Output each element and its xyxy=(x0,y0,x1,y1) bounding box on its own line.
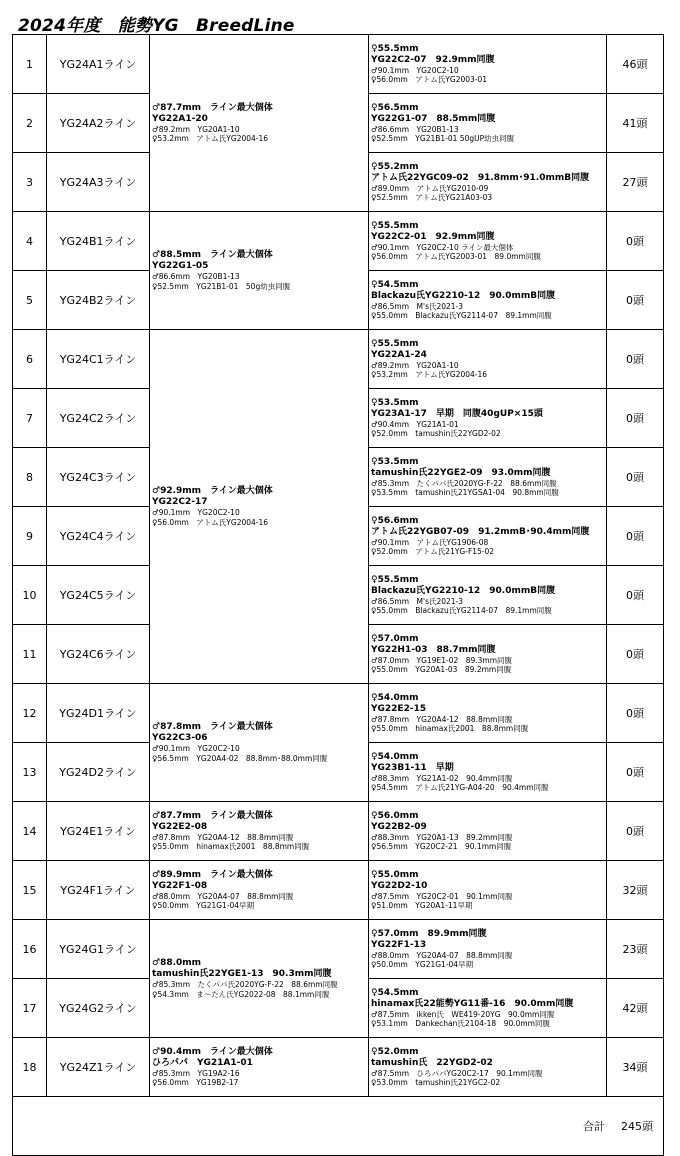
male-id: YG22F1-08 xyxy=(152,880,208,891)
male-dam: ♀56.5mm YG20A4-02 88.8mm･88.0mm同腹 xyxy=(152,753,328,763)
female-id: アトム氏22YGC09-02 91.8mm･91.0mmB同腹 xyxy=(371,172,590,183)
female-info xyxy=(369,397,606,440)
breedline-table xyxy=(12,34,664,1156)
female-id: アトム氏22YGB07-09 91.2mmB･90.4mm同腹 xyxy=(371,526,590,537)
male-dam: ♀56.0mm アトム氏YG2004-16 xyxy=(152,517,269,527)
female-sire: ♂88.3mm YG21A1-02 90.4mm同腹 xyxy=(371,773,513,783)
male-info xyxy=(150,249,368,292)
female-size: ♀55.0mm xyxy=(371,869,419,880)
male-size: ♂88.5mm ライン最大個体 xyxy=(152,250,273,260)
female-parent-cell xyxy=(369,330,607,389)
offspring-count: 0頭 xyxy=(607,212,664,271)
male-sire: ♂87.8mm YG20A4-12 88.8mm同腹 xyxy=(152,832,294,842)
female-parent-cell xyxy=(369,625,607,684)
male-size: ♂92.9mm ライン最大個体 xyxy=(152,486,273,496)
row-number: 17 xyxy=(13,979,47,1038)
row-number: 8 xyxy=(13,448,47,507)
female-size: ♀55.5mm xyxy=(371,220,419,231)
female-sire: ♂85.3mm たくパパ氏2020YG-F-22 88.6mm同腹 xyxy=(371,478,557,488)
line-name: YG24C2ライン xyxy=(47,389,150,448)
female-info xyxy=(369,338,606,381)
table-row xyxy=(13,1038,664,1097)
male-id: YG22A1-20 xyxy=(152,113,208,124)
table-row xyxy=(13,212,664,271)
female-info xyxy=(369,810,606,853)
row-number: 7 xyxy=(13,389,47,448)
female-id: YG22C2-01 92.9mm同腹 xyxy=(371,231,495,242)
table-row xyxy=(13,330,664,389)
row-number: 13 xyxy=(13,743,47,802)
female-sire: ♂90.1mm YG20C2-10 xyxy=(371,65,459,75)
line-name: YG24D1ライン xyxy=(47,684,150,743)
female-dam: ♀51.0mm YG20A1-11早期 xyxy=(371,901,473,910)
female-sire: ♂90.1mm YG20C2-10 ライン最大個体 xyxy=(371,242,514,252)
female-info xyxy=(369,928,606,971)
male-info xyxy=(150,102,368,145)
male-dam: ♀53.2mm アトム氏YG2004-16 xyxy=(152,134,269,143)
line-name: YG24B1ライン xyxy=(47,212,150,271)
line-name: YG24C4ライン xyxy=(47,507,150,566)
total-row xyxy=(13,1097,664,1156)
female-parent-cell xyxy=(369,684,607,743)
row-number: 9 xyxy=(13,507,47,566)
female-id: YG22B2-09 xyxy=(371,821,427,832)
row-number: 18 xyxy=(13,1038,47,1097)
line-name: YG24A2ライン xyxy=(47,94,150,153)
offspring-count: 0頭 xyxy=(607,743,664,802)
male-info xyxy=(150,810,368,853)
female-info xyxy=(369,574,606,617)
female-id: YG22C2-07 92.9mm同腹 xyxy=(371,54,495,65)
female-size: ♀54.0mm xyxy=(371,751,419,762)
female-size: ♀56.6mm xyxy=(371,515,419,526)
female-size: ♀54.5mm xyxy=(371,987,419,998)
male-size: ♂87.8mm ライン最大個体 xyxy=(152,722,273,732)
total-label: 合計 xyxy=(583,1120,605,1133)
female-info xyxy=(369,161,606,204)
table-row xyxy=(13,861,664,920)
line-name: YG24G2ライン xyxy=(47,979,150,1038)
male-dam: ♀56.0mm YG19B2-17 xyxy=(152,1078,239,1087)
female-parent-cell xyxy=(369,35,607,94)
line-name: YG24Z1ライン xyxy=(47,1038,150,1097)
row-number: 11 xyxy=(13,625,47,684)
female-info xyxy=(369,869,606,912)
female-parent-cell xyxy=(369,448,607,507)
male-parent-cell xyxy=(150,1038,369,1097)
male-size: ♂90.4mm ライン最大個体 xyxy=(152,1046,273,1057)
female-size: ♀54.0mm xyxy=(371,692,419,703)
male-info xyxy=(150,1046,368,1089)
male-info xyxy=(150,485,368,528)
offspring-count: 46頭 xyxy=(607,35,664,94)
female-id: YG23A1-17 早期 同腹40gUP×15頭 xyxy=(371,408,543,419)
offspring-count: 0頭 xyxy=(607,448,664,507)
offspring-count: 0頭 xyxy=(607,330,664,389)
offspring-count: 41頭 xyxy=(607,94,664,153)
male-size: ♂88.0mm xyxy=(152,958,202,968)
female-sire: ♂90.1mm アトム氏YG1906-08 xyxy=(371,537,489,547)
female-sire: ♂88.0mm YG20A4-07 88.8mm同腹 xyxy=(371,950,513,960)
line-name: YG24B2ライン xyxy=(47,271,150,330)
female-size: ♀56.5mm xyxy=(371,102,419,113)
female-dam: ♀52.0mm tamushin氏22YGD2-02 xyxy=(371,429,501,438)
row-number: 5 xyxy=(13,271,47,330)
male-parent-cell xyxy=(150,920,369,1038)
offspring-count: 23頭 xyxy=(607,920,664,979)
male-parent-cell xyxy=(150,861,369,920)
female-dam: ♀56.5mm YG20C2-21 90.1mm同腹 xyxy=(371,842,512,851)
female-id: YG22F1-13 xyxy=(371,939,427,950)
female-sire: ♂88.3mm YG20A1-13 89.2mm同腹 xyxy=(371,832,513,842)
female-size: ♀56.0mm xyxy=(371,810,419,821)
male-dam: ♀52.5mm YG21B1-01 50g幼虫同腹 xyxy=(152,281,291,291)
table-row xyxy=(13,802,664,861)
offspring-count: 0頭 xyxy=(607,802,664,861)
female-id: YG23B1-11 早期 xyxy=(371,762,454,773)
female-size: ♀57.0mm xyxy=(371,633,419,644)
female-dam: ♀53.0mm tamushin氏21YGC2-02 xyxy=(371,1078,501,1087)
male-sire: ♂85.3mm YG19A2-16 xyxy=(152,1068,240,1078)
female-sire: ♂87.5mm ひろパパYG20C2-17 90.1mm同腹 xyxy=(371,1068,543,1078)
female-dam: ♀53.2mm アトム氏YG2004-16 xyxy=(371,370,488,379)
female-dam: ♀50.0mm YG21G1-04早期 xyxy=(371,960,474,969)
line-name: YG24F1ライン xyxy=(47,861,150,920)
female-dam: ♀53.5mm tamushin氏21YGSA1-04 90.8mm同腹 xyxy=(371,488,559,497)
female-sire: ♂87.5mm YG20C2-01 90.1mm同腹 xyxy=(371,891,513,901)
female-sire: ♂89.0mm アトム氏YG2010-09 xyxy=(371,183,489,193)
female-id: YG22A1-24 xyxy=(371,349,427,360)
female-size: ♀55.5mm xyxy=(371,338,419,349)
female-parent-cell xyxy=(369,153,607,212)
row-number: 14 xyxy=(13,802,47,861)
male-id: tamushin氏22YGE1-13 90.3mm同腹 xyxy=(152,969,332,979)
female-id: tamushin氏22YGE2-09 93.0mm同腹 xyxy=(371,467,551,478)
female-parent-cell xyxy=(369,507,607,566)
female-parent-cell xyxy=(369,861,607,920)
female-sire: ♂87.0mm YG19E1-02 89.3mm同腹 xyxy=(371,655,513,665)
female-id: YG22D2-10 xyxy=(371,880,428,891)
total-value: 245頭 xyxy=(621,1120,653,1133)
female-dam: ♀55.0mm Blackazu氏YG2114-07 89.1mm同腹 xyxy=(371,606,552,615)
offspring-count: 0頭 xyxy=(607,389,664,448)
female-size: ♀55.5mm xyxy=(371,574,419,585)
male-dam: ♀55.0mm hinamax氏2001 88.8mm同腹 xyxy=(152,842,310,851)
male-parent-cell xyxy=(150,802,369,861)
female-parent-cell xyxy=(369,212,607,271)
female-size: ♀54.5mm xyxy=(371,279,419,290)
line-name: YG24C6ライン xyxy=(47,625,150,684)
male-parent-cell xyxy=(150,35,369,212)
offspring-count: 0頭 xyxy=(607,684,664,743)
row-number: 1 xyxy=(13,35,47,94)
female-info xyxy=(369,220,606,263)
female-id: YG22G1-07 88.5mm同腹 xyxy=(371,113,496,124)
male-id: YG22E2-08 xyxy=(152,821,208,832)
female-parent-cell xyxy=(369,389,607,448)
male-parent-cell xyxy=(150,330,369,684)
male-info xyxy=(150,957,368,1000)
offspring-count: 34頭 xyxy=(607,1038,664,1097)
male-size: ♂89.9mm ライン最大個体 xyxy=(152,869,273,880)
offspring-count: 32頭 xyxy=(607,861,664,920)
female-size: ♀55.5mm xyxy=(371,43,419,54)
female-sire: ♂90.4mm YG21A1-01 xyxy=(371,419,459,429)
female-id: tamushin氏 22YGD2-02 xyxy=(371,1057,493,1068)
line-name: YG24D2ライン xyxy=(47,743,150,802)
female-info xyxy=(369,692,606,735)
female-sire: ♂86.6mm YG20B1-13 xyxy=(371,124,459,134)
female-sire: ♂87.8mm YG20A4-12 88.8mm同腹 xyxy=(371,714,513,724)
row-number: 12 xyxy=(13,684,47,743)
male-id: ひろパパ YG21A1-01 xyxy=(152,1057,253,1068)
female-id: YG22H1-03 88.7mm同腹 xyxy=(371,644,496,655)
male-sire: ♂90.1mm YG20C2-10 xyxy=(152,744,240,753)
female-id: Blackazu氏YG2210-12 90.0mmB同腹 xyxy=(371,585,556,596)
female-dam: ♀56.0mm アトム氏YG2003-01 89.0mm同腹 xyxy=(371,252,541,261)
female-parent-cell xyxy=(369,566,607,625)
male-parent-cell xyxy=(150,684,369,802)
female-info xyxy=(369,987,606,1030)
male-size: ♂87.7mm ライン最大個体 xyxy=(152,102,273,113)
female-dam: ♀55.0mm Blackazu氏YG2114-07 89.1mm同腹 xyxy=(371,311,552,320)
female-info xyxy=(369,279,606,322)
female-info xyxy=(369,633,606,676)
female-size: ♀57.0mm 89.9mm同腹 xyxy=(371,928,487,939)
male-parent-cell xyxy=(150,212,369,330)
female-sire: ♂87.5mm ikken氏 WE419-20YG 90.0mm同腹 xyxy=(371,1009,555,1019)
row-number: 6 xyxy=(13,330,47,389)
male-size: ♂87.7mm ライン最大個体 xyxy=(152,810,273,821)
row-number: 10 xyxy=(13,566,47,625)
female-dam: ♀52.0mm アトム氏21YG-F15-02 xyxy=(371,547,495,556)
female-parent-cell xyxy=(369,802,607,861)
row-number: 16 xyxy=(13,920,47,979)
offspring-count: 0頭 xyxy=(607,566,664,625)
male-id: YG22C3-06 xyxy=(152,733,208,743)
female-size: ♀55.2mm xyxy=(371,161,419,172)
row-number: 15 xyxy=(13,861,47,920)
female-info xyxy=(369,456,606,499)
female-id: Blackazu氏YG2210-12 90.0mmB同腹 xyxy=(371,290,556,301)
female-info xyxy=(369,102,606,145)
female-dam: ♀56.0mm アトム氏YG2003-01 xyxy=(371,75,488,84)
line-name: YG24C3ライン xyxy=(47,448,150,507)
female-size: ♀53.5mm xyxy=(371,397,419,408)
female-parent-cell xyxy=(369,979,607,1038)
line-name: YG24G1ライン xyxy=(47,920,150,979)
female-dam: ♀52.5mm アトム氏YG21A03-03 xyxy=(371,193,493,202)
row-number: 2 xyxy=(13,94,47,153)
female-parent-cell xyxy=(369,920,607,979)
male-id: YG22C2-17 xyxy=(152,497,208,507)
male-dam: ♀54.3mm ま〜たん氏YG2022-08 88.1mm同腹 xyxy=(152,989,330,999)
male-sire: ♂90.1mm YG20C2-10 xyxy=(152,508,240,517)
male-id: YG22G1-05 xyxy=(152,261,209,271)
female-dam: ♀52.5mm YG21B1-01 50gUP幼虫同腹 xyxy=(371,134,515,143)
line-name: YG24A3ライン xyxy=(47,153,150,212)
female-dam: ♀54.5mm アトム氏21YG-A04-20 90.4mm同腹 xyxy=(371,783,549,792)
female-info xyxy=(369,43,606,86)
female-size: ♀53.5mm xyxy=(371,456,419,467)
female-id: hinamax氏22能勢YG11番-16 90.0mm同腹 xyxy=(371,998,574,1009)
table-row xyxy=(13,920,664,979)
female-sire: ♂89.2mm YG20A1-10 xyxy=(371,360,459,370)
female-info xyxy=(369,751,606,794)
male-sire: ♂86.6mm YG20B1-13 xyxy=(152,272,240,281)
line-name: YG24C5ライン xyxy=(47,566,150,625)
female-info xyxy=(369,515,606,558)
offspring-count: 0頭 xyxy=(607,625,664,684)
offspring-count: 27頭 xyxy=(607,153,664,212)
line-name: YG24E1ライン xyxy=(47,802,150,861)
row-number: 3 xyxy=(13,153,47,212)
offspring-count: 0頭 xyxy=(607,507,664,566)
male-sire: ♂85.3mm たくパパ氏2020YG-F-22 88.6mm同腹 xyxy=(152,980,338,989)
offspring-count: 0頭 xyxy=(607,271,664,330)
female-parent-cell xyxy=(369,94,607,153)
female-sire: ♂86.5mm M's氏2021-3 xyxy=(371,301,464,311)
female-id: YG22E2-15 xyxy=(371,703,427,714)
total-cell xyxy=(13,1097,664,1156)
female-dam: ♀55.0mm YG20A1-03 89.2mm同腹 xyxy=(371,665,512,674)
table-row xyxy=(13,35,664,94)
female-sire: ♂86.5mm M's氏2021-3 xyxy=(371,596,464,606)
female-parent-cell xyxy=(369,1038,607,1097)
female-info xyxy=(369,1046,606,1089)
line-name: YG24C1ライン xyxy=(47,330,150,389)
row-number: 4 xyxy=(13,212,47,271)
female-dam: ♀55.0mm hinamax氏2001 88.8mm同腹 xyxy=(371,724,529,733)
page-title: 2024年度 能勢YG BreedLine xyxy=(18,16,295,36)
male-dam: ♀50.0mm YG21G1-04早期 xyxy=(152,901,255,910)
female-size: ♀52.0mm xyxy=(371,1046,419,1057)
offspring-count: 42頭 xyxy=(607,979,664,1038)
male-info xyxy=(150,721,368,764)
female-parent-cell xyxy=(369,743,607,802)
female-parent-cell xyxy=(369,271,607,330)
male-info xyxy=(150,869,368,912)
table-row xyxy=(13,684,664,743)
line-name: YG24A1ライン xyxy=(47,35,150,94)
male-sire: ♂88.0mm YG20A4-07 88.8mm同腹 xyxy=(152,891,294,901)
female-dam: ♀53.1mm Dankechan氏2104-18 90.0mm同腹 xyxy=(371,1019,550,1028)
male-sire: ♂89.2mm YG20A1-10 xyxy=(152,124,240,134)
